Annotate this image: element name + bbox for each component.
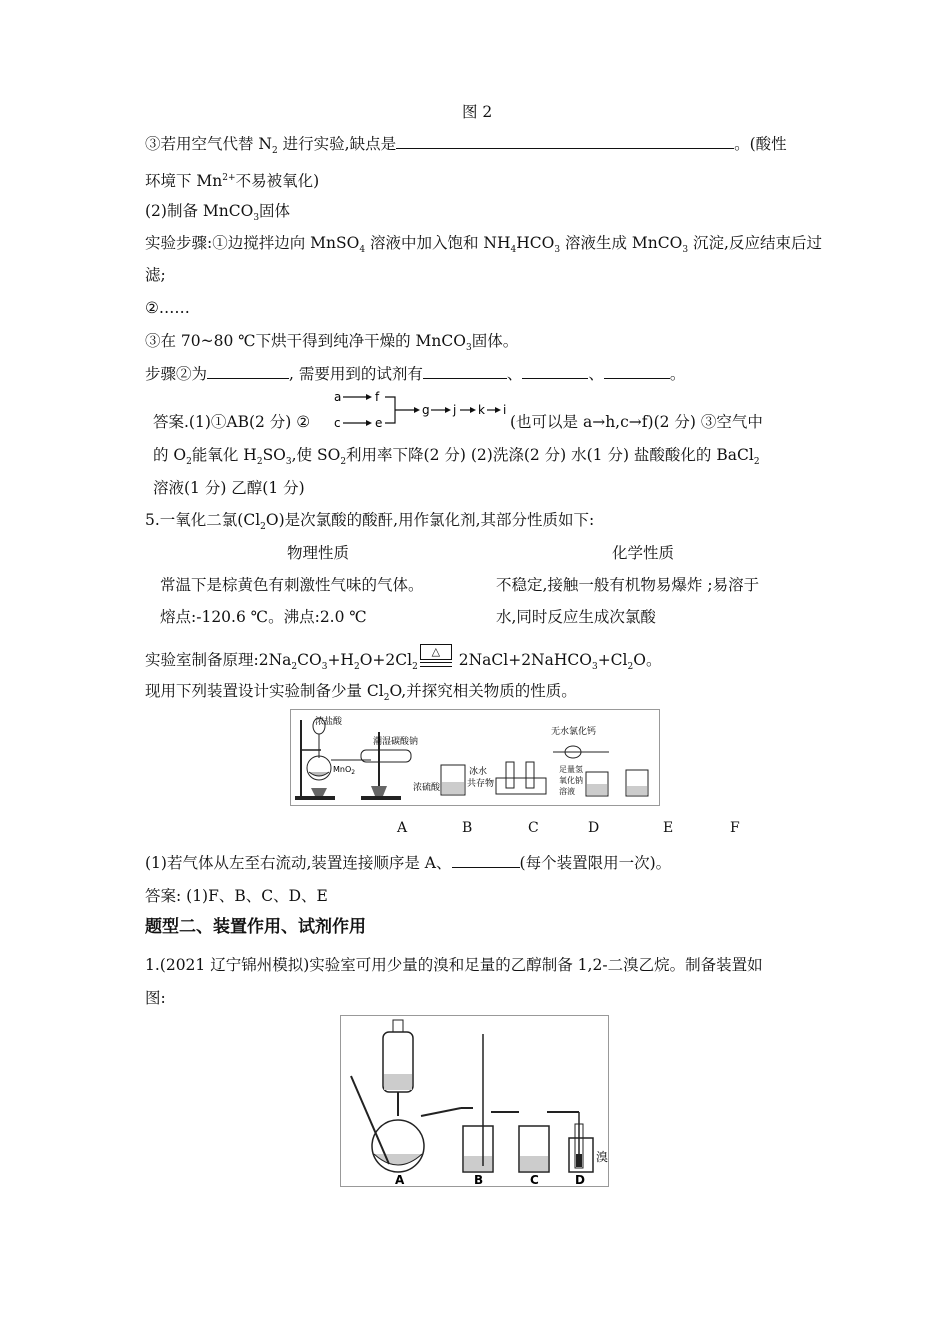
stopper [393, 1020, 403, 1032]
separator: 、 [588, 365, 604, 383]
subscript: 3 [253, 213, 260, 223]
text: O+2Cl [359, 651, 413, 669]
arrow-head [414, 407, 420, 413]
subscript: 2 [340, 457, 347, 467]
apparatus-label-e: E [663, 820, 674, 836]
bottle-liquid [442, 782, 464, 794]
question-5-intro [145, 510, 594, 537]
burner [371, 786, 387, 796]
stand-base [361, 796, 401, 800]
text: 。 [669, 365, 686, 383]
stand-base [295, 796, 335, 800]
question-5-part-1 [145, 853, 671, 873]
subscript: 2 [753, 457, 760, 467]
subscript: 2 [353, 662, 360, 672]
design-statement [145, 681, 577, 708]
figure-caption: 图 2 [462, 103, 493, 121]
text: 能氧化 H [191, 446, 257, 464]
text: 环境下 Mn [145, 172, 223, 190]
text: 溶液中加入饱和 NH [365, 234, 511, 252]
chemical-property-2: 水,同时反应生成次氯酸 [496, 608, 656, 626]
label-naoh-1: 足量氢 [559, 765, 583, 774]
text: HCO [516, 234, 555, 252]
apparatus-label-d: D [588, 820, 600, 836]
u-tube [526, 762, 534, 788]
label-ice-2: 共存物 [467, 779, 495, 789]
answer-blank[interactable] [423, 364, 507, 379]
label-hcl: 浓盐酸 [315, 717, 343, 727]
flow-label-f: f [375, 390, 380, 404]
question-3-line-2 [145, 168, 319, 191]
flow-label-a: a [334, 390, 342, 404]
subscript: 2 [627, 662, 634, 672]
funnel-liquid [384, 1074, 412, 1090]
delta-symbol: △ [420, 644, 452, 660]
chemical-property-1: 不稳定,接触一般有机物易爆炸 ;易溶于 [496, 576, 760, 594]
step-question [145, 364, 685, 384]
subscript: 3 [321, 662, 328, 672]
answer-1-lead: 答案.(1)①AB(2 分) ② [153, 413, 311, 431]
connection-flow-diagram [330, 388, 510, 438]
label-naoh-2: 氧化钠 [559, 776, 583, 785]
text: ③在 70~80 ℃下烘干得到纯净干燥的 MnCO [145, 332, 466, 350]
physical-property-2: 熔点:-120.6 ℃。沸点:2.0 ℃ [160, 608, 367, 626]
part-2-title [145, 201, 290, 228]
label-naoh-3: 溶液 [559, 787, 575, 796]
physical-property-1: 常温下是棕黄色有刺激性气味的气体。 [160, 576, 424, 594]
label-wet-na2co3: 潮湿碳酸钠 [373, 737, 419, 747]
label-cacl2: 无水氯化钙 [551, 727, 597, 737]
text: (每个装置限用一次)。 [519, 854, 672, 872]
answer-blank[interactable] [604, 364, 670, 379]
section-heading: 题型二、装置作用、试剂作用 [145, 917, 366, 937]
table-header-chemical: 化学性质 [612, 544, 675, 562]
text: 利用率下降(2 分) (2)洗涤(2 分) 水(1 分) 盐酸酸化的 BaCl [346, 446, 754, 464]
answer-1-tail: (也可以是 a→h,c→f)(2 分) ③空气中 [510, 413, 763, 431]
subscript: 3 [591, 662, 598, 672]
subscript: 2 [256, 457, 263, 467]
apparatus-drawing [291, 710, 659, 805]
text: 5.一氧化二氯(Cl [145, 511, 261, 529]
bromoethane-apparatus-figure [340, 1015, 609, 1187]
apparatus-label-b: B [474, 1173, 484, 1186]
arrow-head [366, 394, 372, 400]
arrow-head [470, 407, 476, 413]
text: 溶液生成 MnCO [560, 234, 683, 252]
subscript: 2 [291, 662, 298, 672]
label-h2so4: 浓硫酸 [413, 783, 441, 793]
subscript: 2 [272, 146, 278, 156]
text: 2NaCl+2NaHCO [453, 651, 592, 669]
text: 实验步骤:①边搅拌边向 MnSO [145, 234, 360, 252]
question-1-line-2: 图: [145, 989, 166, 1007]
apparatus-figure [290, 709, 660, 806]
subscript: 2 [383, 693, 390, 703]
text: 进行实验,缺点是 [277, 135, 397, 153]
text: (1)若气体从左至右流动,装置连接顺序是 A、 [145, 854, 452, 872]
bottle-liquid [520, 1156, 548, 1171]
answer-1-line-2 [153, 445, 760, 472]
flow-label-e: e [375, 416, 383, 430]
subscript: 3 [554, 245, 561, 255]
arrow-head [445, 407, 451, 413]
answer-1-line-3: 溶液(1 分) 乙醇(1 分) [153, 479, 305, 497]
superscript: 2+ [222, 173, 236, 183]
text: 固体 [259, 202, 291, 220]
bottle-liquid [464, 1156, 492, 1171]
text: 的 O [153, 446, 187, 464]
flow-label-g: g [422, 403, 430, 417]
experiment-step-2: ②…… [145, 299, 190, 317]
preparation-principle [145, 645, 662, 677]
heat-condition-sign [420, 645, 452, 670]
apparatus-label-f: F [730, 820, 740, 836]
subscript: 3 [285, 457, 292, 467]
flow-label-i: i [503, 403, 507, 417]
arrow-head [366, 420, 372, 426]
question-1-line-1: 1.(2021 辽宁锦州模拟)实验室可用少量的溴和足量的乙醇制备 1,2-二溴乙烷。制备装置如 [145, 956, 763, 974]
answer-blank[interactable] [207, 364, 289, 379]
burner [311, 788, 327, 796]
subscript: 2 [186, 457, 192, 467]
text: 现用下列装置设计实验制备少量 Cl [145, 682, 384, 700]
text: SO [262, 446, 286, 464]
text: (2)制备 MnCO [145, 202, 254, 220]
subscript: 2 [260, 522, 266, 532]
answer-blank[interactable] [452, 853, 520, 868]
text: O。 [633, 651, 662, 669]
text: 固体。 [471, 332, 519, 350]
subscript: 4 [359, 245, 366, 255]
bracket [385, 397, 395, 423]
text: O,并探究相关物质的性质。 [389, 682, 577, 700]
bromoethane-apparatus-drawing [341, 1016, 608, 1186]
text: 步骤②为 [145, 365, 208, 383]
experiment-step-3 [145, 331, 518, 358]
question-3-line [145, 134, 787, 161]
flow-label-k: k [478, 403, 485, 417]
text: 沉淀,反应结束后过 [688, 234, 822, 252]
equals-line [420, 666, 452, 667]
label-bromine: 溴 [596, 1150, 608, 1164]
subscript: 2 [412, 662, 418, 672]
question-5-answer: 答案: (1)F、B、C、D、E [145, 887, 328, 905]
side-tube [421, 1108, 461, 1116]
subscript: 3 [465, 343, 472, 353]
answer-blank[interactable] [522, 364, 588, 379]
equals-line [420, 662, 452, 663]
text: 。(酸性 [734, 135, 787, 153]
answer-blank[interactable] [396, 134, 734, 149]
flask-liquid [374, 1154, 422, 1165]
text: ,使 SO [291, 446, 341, 464]
bottle-liquid [587, 784, 607, 795]
u-tube [506, 762, 514, 788]
arrow-head [495, 407, 501, 413]
separator: 、 [506, 365, 523, 383]
subscript: 4 [510, 245, 517, 255]
experiment-step-1-cont: 滤; [145, 266, 166, 284]
apparatus-label-a: A [397, 820, 408, 836]
table-header-physical: 物理性质 [287, 544, 350, 562]
apparatus-label-c: C [530, 1173, 539, 1186]
bottle-liquid [627, 786, 647, 795]
text: , 需要用到的试剂有 [289, 365, 423, 383]
text: 实验室制备原理:2Na [145, 651, 292, 669]
flow-label-j: j [453, 403, 457, 417]
label-mno2: MnO$_2$ [333, 765, 356, 776]
apparatus-label-b: B [462, 820, 473, 836]
text: 不易被氧化) [235, 172, 320, 190]
flask-liquid [309, 772, 329, 776]
experiment-step-1 [145, 233, 822, 260]
apparatus-label-d: D [575, 1173, 585, 1186]
text: ③若用空气代替 N [145, 135, 272, 153]
text: +Cl [597, 651, 628, 669]
text: O)是次氯酸的酸酐,用作氯化剂,其部分性质如下: [265, 511, 595, 529]
subscript: 3 [682, 245, 689, 255]
label-ice-1: 冰水 [469, 767, 488, 777]
text: +H [327, 651, 354, 669]
apparatus-label-a: A [395, 1173, 405, 1186]
flow-label-c: c [334, 416, 341, 430]
text: CO [297, 651, 322, 669]
apparatus-label-c: C [528, 820, 539, 836]
ice-bath [496, 778, 546, 794]
